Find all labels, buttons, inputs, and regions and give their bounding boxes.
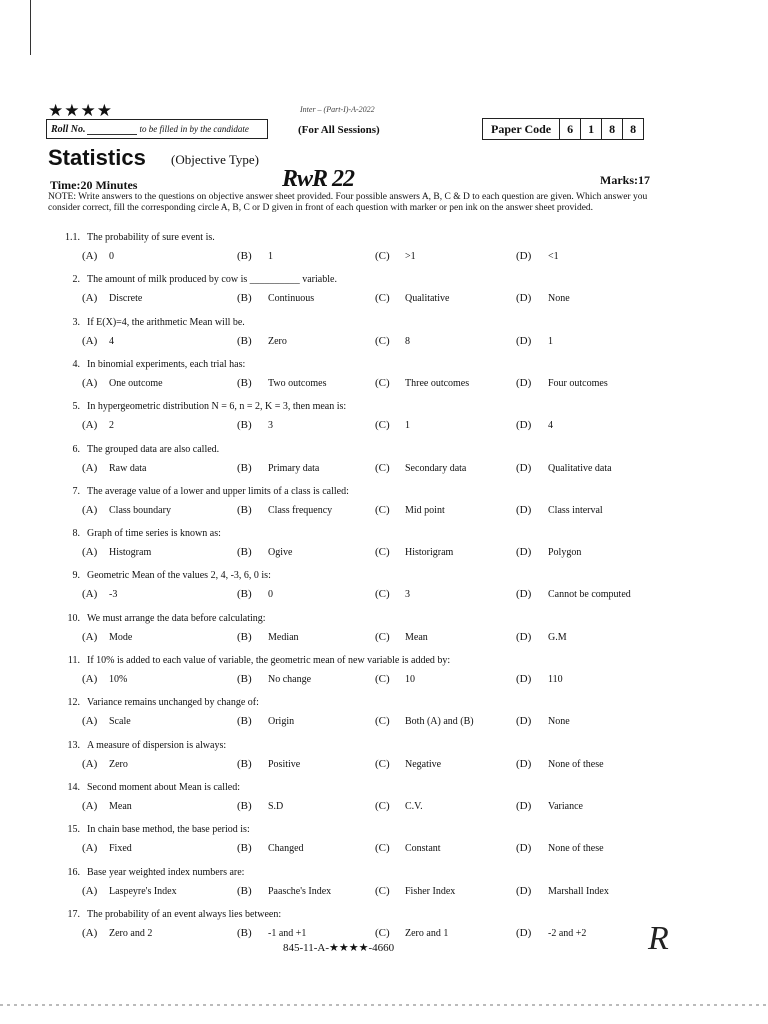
option-label-d: (D) bbox=[516, 462, 532, 474]
option-label-c: (C) bbox=[375, 335, 390, 347]
option-label-a: (A) bbox=[82, 546, 98, 558]
option-label-a: (A) bbox=[82, 758, 98, 770]
option-text-b: 1 bbox=[268, 251, 273, 262]
option-text-a: 4 bbox=[109, 336, 114, 347]
question-text: Base year weighted index numbers are: bbox=[87, 867, 245, 878]
option-label-d: (D) bbox=[516, 885, 532, 897]
question-number: 11. bbox=[67, 655, 80, 666]
paper-code-box bbox=[482, 118, 644, 140]
option-label-d: (D) bbox=[516, 377, 532, 389]
option-text-d: None of these bbox=[548, 759, 604, 770]
option-label-d: (D) bbox=[516, 292, 532, 304]
question-number: 1.1. bbox=[65, 232, 80, 243]
option-label-d: (D) bbox=[516, 673, 532, 685]
question-text: If 10% is added to each value of variable, the geometric mean of new variable is added by: bbox=[87, 655, 451, 666]
question-text: Second moment about Mean is called: bbox=[87, 782, 241, 793]
option-text-d: Variance bbox=[548, 801, 583, 812]
option-label-c: (C) bbox=[375, 462, 390, 474]
option-label-c: (C) bbox=[375, 842, 390, 854]
option-label-a: (A) bbox=[82, 588, 98, 600]
question-number: 17. bbox=[67, 909, 80, 920]
option-label-c: (C) bbox=[375, 588, 390, 600]
option-text-d: None bbox=[548, 293, 570, 304]
option-text-a: Discrete bbox=[109, 293, 143, 304]
option-label-d: (D) bbox=[516, 419, 532, 431]
option-label-b: (B) bbox=[237, 842, 252, 854]
handwritten-signature: R bbox=[648, 920, 669, 957]
question-text: In chain base method, the base period is: bbox=[87, 824, 250, 835]
handwritten-code: RwR 22 bbox=[282, 166, 355, 192]
question-number: 8. bbox=[72, 528, 80, 539]
option-label-c: (C) bbox=[375, 673, 390, 685]
option-label-d: (D) bbox=[516, 842, 532, 854]
option-label-d: (D) bbox=[516, 250, 532, 262]
option-label-c: (C) bbox=[375, 927, 390, 939]
option-label-c: (C) bbox=[375, 631, 390, 643]
option-text-b: Median bbox=[268, 632, 299, 643]
question-text: In hypergeometric distribution N = 6, n = 2, K = 3, then mean is: bbox=[87, 401, 347, 412]
option-text-a: -3 bbox=[109, 589, 118, 600]
question-text: Geometric Mean of the values 2, 4, -3, 6, 0 is: bbox=[87, 570, 271, 581]
option-label-c: (C) bbox=[375, 800, 390, 812]
option-label-b: (B) bbox=[237, 673, 252, 685]
option-text-b: Two outcomes bbox=[268, 378, 327, 389]
roll-no-blank bbox=[87, 124, 137, 135]
option-label-a: (A) bbox=[82, 715, 98, 727]
option-text-d: 4 bbox=[548, 420, 553, 431]
option-text-a: One outcome bbox=[109, 378, 163, 389]
roll-no-label: Roll No. bbox=[51, 123, 86, 135]
option-text-d: G.M bbox=[548, 632, 567, 643]
option-label-d: (D) bbox=[516, 715, 532, 727]
option-label-c: (C) bbox=[375, 885, 390, 897]
inter-label: Inter – (Part-I)-A-2022 bbox=[300, 105, 375, 114]
option-text-a: 10% bbox=[109, 674, 128, 685]
option-text-a: Fixed bbox=[109, 843, 132, 854]
option-text-a: Zero and 2 bbox=[109, 928, 153, 939]
option-text-b: Zero bbox=[268, 336, 287, 347]
option-label-b: (B) bbox=[237, 335, 252, 347]
time-allowed: Time:20 Minutes bbox=[50, 178, 138, 192]
option-label-b: (B) bbox=[237, 250, 252, 262]
question-number: 16. bbox=[67, 867, 80, 878]
scan-edge-line bbox=[30, 0, 31, 55]
option-text-c: Mid point bbox=[405, 505, 445, 516]
paper-code-label: Paper Code bbox=[483, 119, 560, 139]
option-label-a: (A) bbox=[82, 292, 98, 304]
option-text-a: Zero bbox=[109, 759, 128, 770]
option-text-c: Both (A) and (B) bbox=[405, 716, 474, 727]
question-text: The average value of a lower and upper limits of a class is called: bbox=[87, 486, 349, 497]
option-text-b: Primary data bbox=[268, 463, 320, 474]
question-number: 7. bbox=[72, 486, 80, 497]
option-label-b: (B) bbox=[237, 758, 252, 770]
option-label-b: (B) bbox=[237, 504, 252, 516]
paper-subtitle: (Objective Type) bbox=[171, 152, 260, 167]
option-label-a: (A) bbox=[82, 927, 98, 939]
option-label-b: (B) bbox=[237, 631, 252, 643]
option-label-a: (A) bbox=[82, 800, 98, 812]
option-label-a: (A) bbox=[82, 250, 98, 262]
option-label-d: (D) bbox=[516, 335, 532, 347]
option-label-d: (D) bbox=[516, 800, 532, 812]
option-text-b: Paasche's Index bbox=[268, 886, 332, 897]
option-label-c: (C) bbox=[375, 546, 390, 558]
option-text-d: 110 bbox=[548, 674, 563, 685]
question-number: 12. bbox=[67, 697, 80, 708]
option-text-d: Polygon bbox=[548, 547, 582, 558]
option-label-b: (B) bbox=[237, 927, 252, 939]
option-text-b: S.D bbox=[268, 801, 284, 812]
option-text-b: -1 and +1 bbox=[268, 928, 307, 939]
option-text-c: Constant bbox=[405, 843, 441, 854]
option-label-b: (B) bbox=[237, 462, 252, 474]
option-text-d: <1 bbox=[548, 251, 559, 262]
option-text-c: 8 bbox=[405, 336, 410, 347]
option-label-a: (A) bbox=[82, 504, 98, 516]
option-text-a: Histogram bbox=[109, 547, 152, 558]
option-label-d: (D) bbox=[516, 588, 532, 600]
option-text-a: Class boundary bbox=[109, 505, 171, 516]
option-label-d: (D) bbox=[516, 631, 532, 643]
option-text-c: Qualitative bbox=[405, 293, 450, 304]
question-text: The probability of sure event is. bbox=[87, 232, 215, 243]
question-number: 9. bbox=[72, 570, 80, 581]
option-text-c: C.V. bbox=[405, 801, 423, 812]
question-text: We must arrange the data before calculating: bbox=[87, 613, 266, 624]
option-text-a: 2 bbox=[109, 420, 114, 431]
question-number: 4. bbox=[72, 359, 80, 370]
option-text-c: Fisher Index bbox=[405, 886, 456, 897]
option-label-c: (C) bbox=[375, 292, 390, 304]
option-label-b: (B) bbox=[237, 800, 252, 812]
roll-number-box bbox=[46, 119, 268, 139]
option-text-d: Cannot be computed bbox=[548, 589, 631, 600]
question-number: 15. bbox=[67, 824, 80, 835]
question-text: If E(X)=4, the arithmetic Mean will be. bbox=[87, 317, 245, 328]
option-label-c: (C) bbox=[375, 715, 390, 727]
option-text-d: Four outcomes bbox=[548, 378, 608, 389]
option-label-b: (B) bbox=[237, 715, 252, 727]
question-number: 13. bbox=[67, 740, 80, 751]
option-text-a: Raw data bbox=[109, 463, 147, 474]
option-label-c: (C) bbox=[375, 377, 390, 389]
option-text-d: Class interval bbox=[548, 505, 603, 516]
option-label-d: (D) bbox=[516, 546, 532, 558]
option-label-d: (D) bbox=[516, 927, 532, 939]
option-label-b: (B) bbox=[237, 419, 252, 431]
option-text-c: >1 bbox=[405, 251, 416, 262]
question-text: Graph of time series is known as: bbox=[87, 528, 221, 539]
option-text-c: 1 bbox=[405, 420, 410, 431]
paper-code-digit: 6 bbox=[560, 119, 581, 139]
paper-code-digit: 8 bbox=[630, 121, 637, 136]
option-text-b: Positive bbox=[268, 759, 301, 770]
option-label-d: (D) bbox=[516, 504, 532, 516]
option-label-b: (B) bbox=[237, 885, 252, 897]
option-text-b: Ogive bbox=[268, 547, 293, 558]
scan-noise bbox=[0, 1004, 768, 1006]
question-number: 14. bbox=[67, 782, 80, 793]
total-marks: Marks:17 bbox=[600, 173, 650, 187]
question-text: In binomial experiments, each trial has: bbox=[87, 359, 246, 370]
question-number: 10. bbox=[67, 613, 80, 624]
option-label-b: (B) bbox=[237, 377, 252, 389]
option-text-b: Continuous bbox=[268, 293, 315, 304]
option-text-b: 3 bbox=[268, 420, 273, 431]
option-text-c: Zero and 1 bbox=[405, 928, 449, 939]
paper-code-digit: 1 bbox=[581, 119, 602, 139]
option-label-a: (A) bbox=[82, 842, 98, 854]
option-label-c: (C) bbox=[375, 504, 390, 516]
option-text-a: Mean bbox=[109, 801, 132, 812]
option-text-b: Changed bbox=[268, 843, 304, 854]
question-number: 6. bbox=[72, 444, 80, 455]
instructions-note: NOTE: Write answers to the questions on objective answer sheet provided. Four possible answers A, B, C & D to each question are given. Which answer you consider correct, fill the corresponding circle A, B, C or D given in front of each question with marker or pen ink on the answer sheet provided. bbox=[48, 192, 648, 213]
option-text-d: 1 bbox=[548, 336, 553, 347]
question-text: The probability of an event always lies between: bbox=[87, 909, 282, 920]
option-text-a: Laspeyre's Index bbox=[109, 886, 177, 897]
option-label-a: (A) bbox=[82, 419, 98, 431]
question-text: Variance remains unchanged by change of: bbox=[87, 697, 259, 708]
option-text-b: Class frequency bbox=[268, 505, 333, 516]
option-text-c: 3 bbox=[405, 589, 410, 600]
paper-title: Statistics bbox=[48, 145, 146, 170]
option-text-c: Mean bbox=[405, 632, 428, 643]
option-text-c: Three outcomes bbox=[405, 378, 470, 389]
option-text-b: No change bbox=[268, 674, 312, 685]
option-text-a: Mode bbox=[109, 632, 133, 643]
sessions-label: (For All Sessions) bbox=[298, 124, 380, 136]
option-text-d: None of these bbox=[548, 843, 604, 854]
option-label-d: (D) bbox=[516, 758, 532, 770]
footer-code: 845-11-A-★★★★-4660 bbox=[283, 942, 395, 954]
option-label-b: (B) bbox=[237, 588, 252, 600]
option-label-c: (C) bbox=[375, 419, 390, 431]
option-text-d: -2 and +2 bbox=[548, 928, 587, 939]
header-stars: ★★★★ bbox=[48, 101, 113, 120]
option-text-b: 0 bbox=[268, 589, 273, 600]
option-text-d: Qualitative data bbox=[548, 463, 612, 474]
question-number: 2. bbox=[72, 274, 80, 285]
option-label-c: (C) bbox=[375, 250, 390, 262]
option-text-c: Secondary data bbox=[405, 463, 467, 474]
question-text: The grouped data are also called. bbox=[87, 444, 220, 455]
option-text-c: 10 bbox=[405, 674, 415, 685]
question-number: 5. bbox=[72, 401, 80, 412]
option-label-c: (C) bbox=[375, 758, 390, 770]
option-label-a: (A) bbox=[82, 885, 98, 897]
option-label-a: (A) bbox=[82, 673, 98, 685]
option-text-c: Negative bbox=[405, 759, 442, 770]
roll-no-hint: to be filled in by the candidate bbox=[139, 124, 249, 134]
option-text-a: Scale bbox=[109, 716, 131, 727]
option-label-a: (A) bbox=[82, 462, 98, 474]
question-text: A measure of dispersion is always: bbox=[87, 740, 227, 751]
option-text-d: None bbox=[548, 716, 570, 727]
option-label-b: (B) bbox=[237, 546, 252, 558]
option-label-a: (A) bbox=[82, 335, 98, 347]
option-text-b: Origin bbox=[268, 716, 295, 727]
option-text-a: 0 bbox=[109, 251, 114, 262]
option-text-d: Marshall Index bbox=[548, 886, 609, 897]
option-text-c: Historigram bbox=[405, 547, 454, 558]
paper-code-digit: 8 bbox=[602, 119, 623, 139]
option-label-b: (B) bbox=[237, 292, 252, 304]
question-number: 3. bbox=[72, 317, 80, 328]
option-label-a: (A) bbox=[82, 377, 98, 389]
option-label-a: (A) bbox=[82, 631, 98, 643]
question-text: The amount of milk produced by cow is __________ variable. bbox=[87, 274, 337, 285]
